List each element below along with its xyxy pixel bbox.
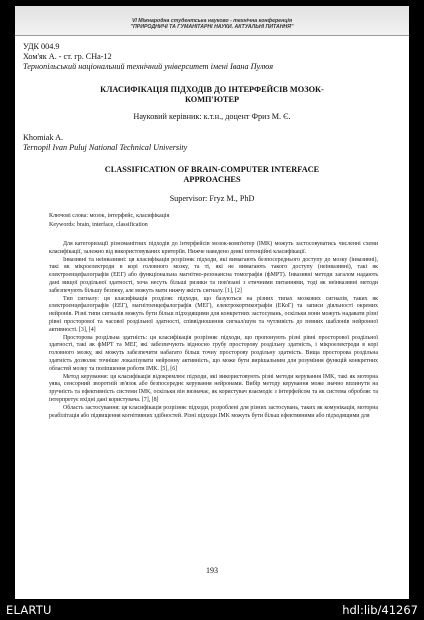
- paragraph-application-area: Область застосування: ця класифікація розрізняє підходи, розроблені для різних застосувань, таких як комунікація, моторна реабілітація або підвищення когнітивних здібностей. Різні підходи IMK можуть бути більш ефективними або підходящими для: [49, 404, 378, 419]
- conference-header-line2: "ПРИРОДНИЧІ ТА ГУМАНІТАРНІ НАУКИ. АКТУАЛЬНІ ПИТАННЯ": [130, 24, 294, 30]
- paragraph-intro: Для категоризації різноманітних підходів до інтерфейсів мозок-комп'ютер (IMK) можуть застосовуватись численні схеми класифікації, залежно від використовуваних критеріїв. Нижче наведено деякі потенційні класифікації.: [49, 241, 378, 255]
- author-ua: Хом'як А. - ст. гр. СНа-12: [23, 52, 112, 61]
- paragraph-invasive: Інвазивні та неінвазивні: ця класифікація розрізняє підходи, які вимагають безпосереднього доступу до мозку (інвазивні), такі як мікроелектроди в корі головного мозку, та ті, які не вимагають такого доступу (неінвазивні), такі як електроенцефалографія (ЕЕГ) або функціональна магнітно-резонансна томографія (фМРТ). Інвазивні методи загалом надають дані вищої роздільної здатності, хоча несуть більші ризики та пов'язані з етичними питаннями, тоді як неінвазивні методи забезпечують більшу безпеку, але можуть мати нижчу якість сигналу. [1], [2]: [49, 256, 378, 294]
- paragraph-spatial-resolution: Просторова роздільна здатність: ця класифікація розрізняє підходи, що пропонують різні рівні просторової роздільної здатності, такі як фМРТ та МЕГ, які забезпечують відносно грубу просторову роздільну здатність, і мікроелектроди в корі головного мозку, які можуть забезпечити набагато більш точну просторову роздільну здатність. Вища просторова роздільна здатність дозволяє точніше локалізувати нейронну активність, що може бути вирішальним для розуміння функцій конкретних областей мозку та поліпшення роботи IMK. [5], [6]: [49, 334, 378, 372]
- keywords-ua: Ключові слова: мозок, інтерфейс, класифікація: [49, 213, 170, 219]
- title-en-line1: CLASSIFICATION OF BRAIN-COMPUTER INTERFACE: [104, 165, 320, 174]
- supervisor-ua: Науковий керівник: к.т.н., доцент Фриз М. Є.: [133, 112, 291, 121]
- repository-label: ELARTU: [6, 603, 52, 617]
- title-en-line2: APPROACHES: [183, 175, 241, 184]
- author-en: Khomiak A.: [23, 133, 64, 142]
- paragraph-control-method: Метод керування: ця класифікація відокремлює підходи, які використовують різні методи керування IMK, такі як моторна уява, сенсорний зворотній зв'язок або безпосереднє керування нейронами. Вибір методу керування може значно вплинути на зручність та ефективність системи IMK, оскільки він визначає, як користувач взаємодіє з інтерфейсом та як система обробляє та інтерпретує вхідні дані користувача. [7], [8]: [49, 373, 378, 403]
- article-body: [49, 241, 378, 420]
- title-ua-line1: КЛАСИФІКАЦІЯ ПІДХОДІВ ДО ІНТЕРФЕЙСІВ МОЗОК-: [100, 85, 324, 94]
- document-page: [15, 6, 409, 599]
- keywords-en: Keywords: brain, interface, classification: [49, 222, 148, 228]
- affiliation-en: Ternopil Ivan Puluj National Technical University: [23, 143, 188, 152]
- supervisor-en: Supervisor: Fryz M., PhD: [169, 194, 255, 203]
- udk-code: УДК 004.9: [23, 42, 60, 51]
- conference-header: [15, 6, 409, 36]
- page-number: 193: [206, 566, 218, 575]
- paragraph-signal-type: Тип сигналу: ця класифікація розділяє підходи, що базуються на різних типах мозкових сигналів, таких як електроенцефалографія (ЕЕГ), магнітоенцефалографія (МЕГ), електрокортикографія (ЕКоГ) та записи діяльності окремих нейронів. Різні типи сигналів можуть бути більш підходящими для конкретних застосувань, оскільки вони можуть надавати різні рівні просторової та часової роздільної здатності, співвідношення сигнал/шум та чутливість до певних шаблонів нейронної активності. [3], [4]: [49, 295, 378, 333]
- affiliation-ua: Тернопільський національний технічний університет імені Івана Пулюя: [23, 62, 274, 71]
- title-ua-line2: КОМП'ЮТЕР: [184, 95, 240, 104]
- handle-label: hdl:lib/41267: [342, 603, 418, 617]
- conference-header-line1: VI Міжнародна студентська науково - технічна конференція: [131, 18, 293, 24]
